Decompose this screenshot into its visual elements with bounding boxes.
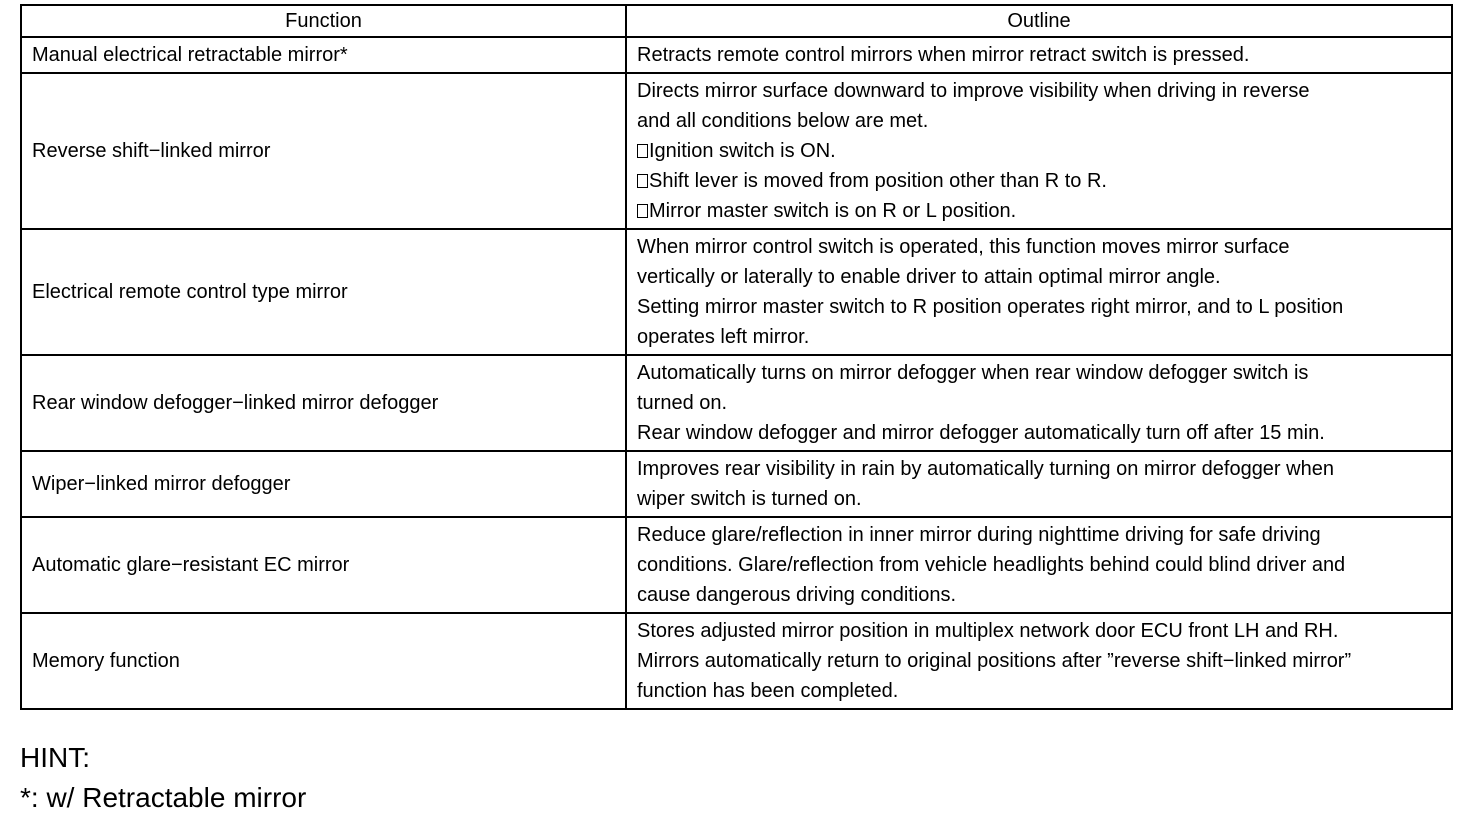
function-cell: Memory function [21,613,626,709]
outline-cell [626,355,1452,451]
table-row [21,73,1452,229]
outline-text: function has been completed. [637,680,899,702]
outline-text: wiper switch is turned on. [637,488,862,510]
outline-text: conditions. Glare/reflection from vehicle headlights behind could blind driver and [637,554,1346,576]
outline-line [637,40,1441,70]
function-cell: Automatic glare−resistant EC mirror [21,517,626,613]
outline-line [637,616,1441,646]
outline-line [637,292,1441,322]
outline-text: Reduce glare/reflection in inner mirror during nighttime driving for safe driving [637,524,1321,546]
outline-text: cause dangerous driving conditions. [637,584,957,606]
checkbox-square-icon [637,204,648,218]
table-row [21,37,1452,73]
table-body [21,37,1452,709]
hint-section [20,738,306,818]
outline-text: Rear window defogger and mirror defogger automatically turn off after 15 min. [637,422,1325,444]
outline-line [637,454,1441,484]
outline-text: Setting mirror master switch to R position operates right mirror, and to L position [637,296,1344,318]
hint-title: HINT: [20,742,90,773]
outline-line [637,388,1441,418]
outline-text: Retracts remote control mirrors when mirror retract switch is pressed. [637,44,1250,66]
hint-note: *: w/ Retractable mirror [20,782,307,813]
function-cell: Wiper−linked mirror defogger [21,451,626,517]
outline-text: and all conditions below are met. [637,110,929,132]
table-row [21,613,1452,709]
outline-text: When mirror control switch is operated, this function moves mirror surface [637,236,1290,258]
outline-line [637,484,1441,514]
outline-text: Shift lever is moved from position other than R to R. [649,170,1107,192]
outline-line [637,358,1441,388]
table-row [21,355,1452,451]
outline-line [637,76,1441,106]
function-cell: Rear window defogger−linked mirror defogger [21,355,626,451]
table-header-row [21,5,1452,37]
checkbox-square-icon [637,144,648,158]
table-row [21,229,1452,355]
table-row [21,517,1452,613]
outline-line [637,580,1441,610]
function-column-header: Function [21,5,626,37]
outline-line [637,106,1441,136]
outline-bullet-line [637,136,1441,166]
outline-bullet-line [637,196,1441,226]
table-row [21,451,1452,517]
outline-text: Mirrors automatically return to original positions after ”reverse shift−linked mirror” [637,650,1352,672]
outline-line [637,550,1441,580]
function-cell: Manual electrical retractable mirror* [21,37,626,73]
outline-cell [626,451,1452,517]
outline-cell [626,229,1452,355]
outline-text: Ignition switch is ON. [649,140,836,162]
outline-line [637,262,1441,292]
outline-line [637,520,1441,550]
outline-text: Mirror master switch is on R or L position. [649,200,1017,222]
outline-cell [626,517,1452,613]
function-cell: Reverse shift−linked mirror [21,73,626,229]
outline-text: Automatically turns on mirror defogger when rear window defogger switch is [637,362,1309,384]
outline-line [637,676,1441,706]
outline-cell [626,73,1452,229]
outline-text: Stores adjusted mirror position in multiplex network door ECU front LH and RH. [637,620,1339,642]
outline-cell [626,613,1452,709]
outline-column-header: Outline [626,5,1452,37]
outline-text: Improves rear visibility in rain by automatically turning on mirror defogger when [637,458,1334,480]
outline-text: turned on. [637,392,728,414]
function-cell: Electrical remote control type mirror [21,229,626,355]
outline-line [637,232,1441,262]
checkbox-square-icon [637,174,648,188]
outline-cell [626,37,1452,73]
outline-text: Directs mirror surface downward to improve visibility when driving in reverse [637,80,1310,102]
outline-line [637,322,1441,352]
function-outline-table [20,4,1453,710]
outline-bullet-line [637,166,1441,196]
outline-line [637,418,1441,448]
outline-text: vertically or laterally to enable driver to attain optimal mirror angle. [637,266,1221,288]
outline-line [637,646,1441,676]
outline-text: operates left mirror. [637,326,810,348]
